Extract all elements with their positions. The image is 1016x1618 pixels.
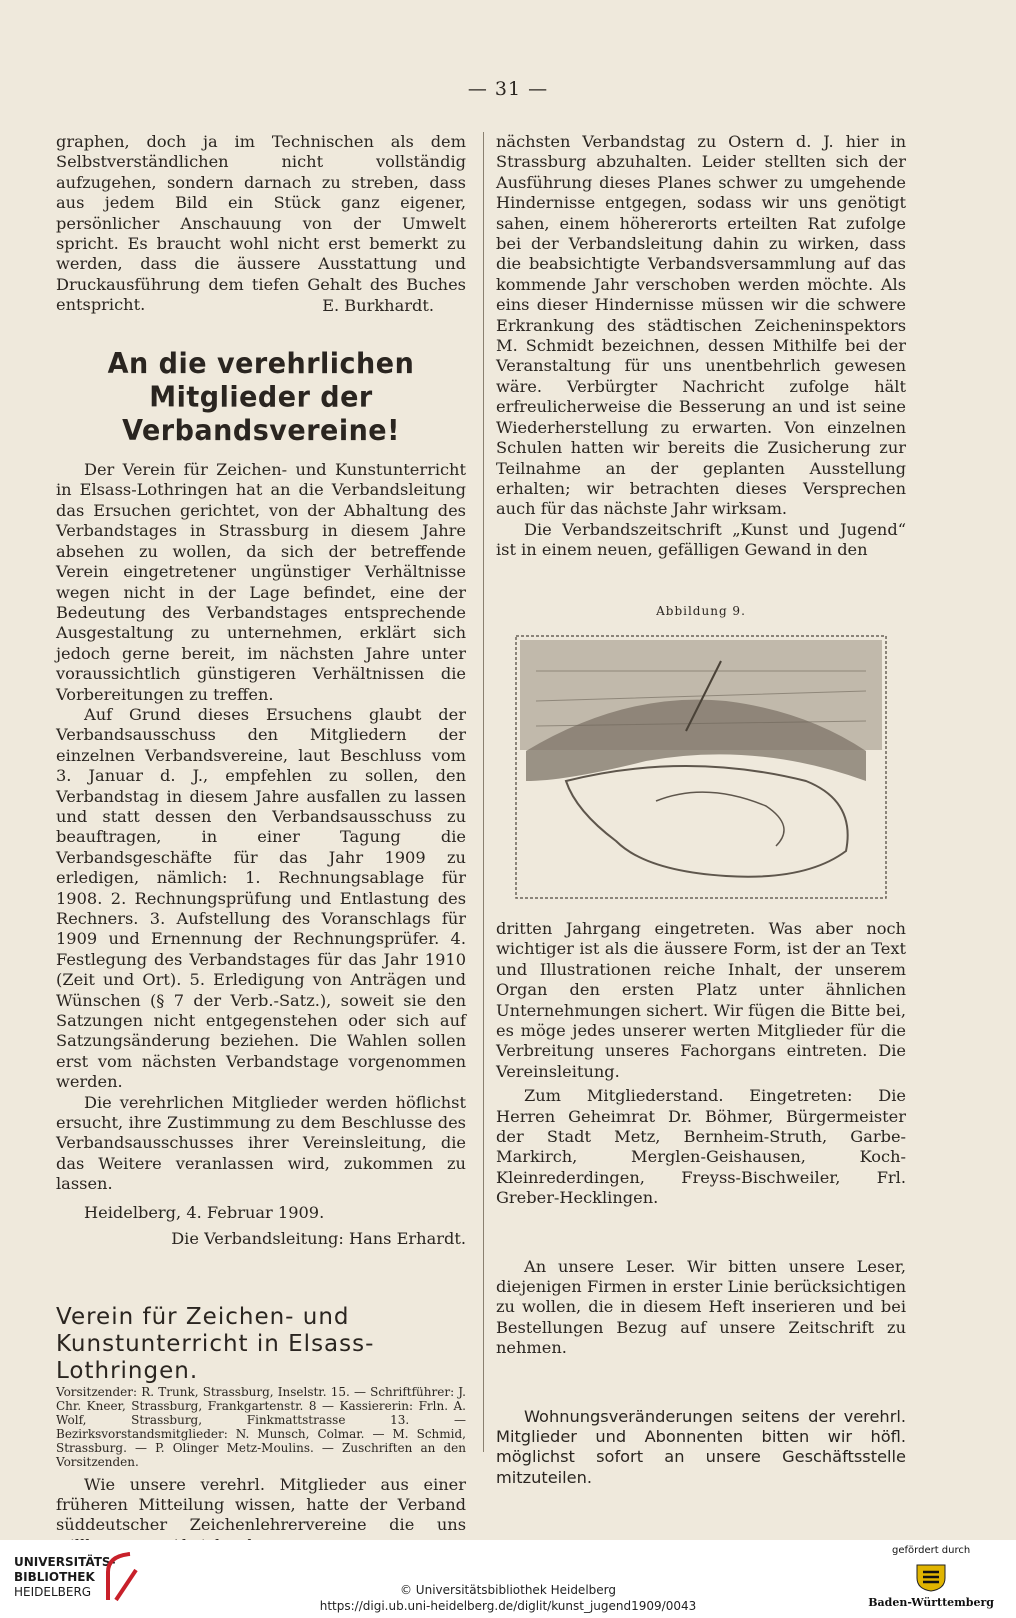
library-line-2: BIBLIOTHEK <box>14 1570 95 1584</box>
left-paragraph-3: Auf Grund dieses Ersuchens glaubt der Verbandsausschuss den Mitgliedern der einzelnen Verbandsvereine, laut Beschluss vom 3. Januar d. J., empfehlen zu sollen, den Verbandstag in diesem Jahre ausfallen zu lassen und statt dessen den Verbandsausschuss zu beauftragen, in einer Tagung die Verbandsgeschäfte für das Jahr 1909 zu erledigen, nämlich: 1. Rechnungsablage für 1908. 2. Rechnungsprüfung und Entlastung des Rechners. 3. Aufstellung des Voranschlags für 1909 und Ernennung der Rechnungsprüfer. 4. Festlegung des Verbandstages für das Jahr 1910 (Zeit und Ort). 5. Erledigung von Anträgen und Wünschen (§ 7 der Verb.-Satz.), soweit sie den Satzungen nicht entgegenstehen oder sich auf Satzungsänderung beziehen. Die Wahlen sollen erst vom nächsten Verbandstage vorgenommen werden. <box>56 704 466 1092</box>
right-paragraph-4: Zum Mitgliederstand. Eingetreten: Die Herren Geheimrat Dr. Böhmer, Bürgermeister der Stadt Metz, Bernheim-Struth, Garbe-Markirch, Merglen-Geishausen, Koch-Kleinrederdingen, Freyss-Bischweiler, Frl. Greber-Hecklingen. <box>496 1086 906 1208</box>
place-date: Heidelberg, 4. Februar 1909. <box>84 1202 325 1222</box>
verein-officers: Vorsitzender: R. Trunk, Strassburg, Inselstr. 15. — Schriftführer: J. Chr. Kneer, Strassburg, Frankgartenstr. 8 — Kassiererin: Frln. A. Wolf, Strassburg, Finkmattstrasse 13. — Bezirksvorstandsmitglieder: N. Munsch, Colmar. — M. Schmid, Strassburg. — P. Olinger Metz-Moulins. — Zuschriften an den Vorsitzenden. <box>56 1384 466 1469</box>
figure-illustration <box>506 631 896 909</box>
article-headline: An die verehrlichen Mitglieder der Verbandsvereine! <box>107 347 415 448</box>
figure-caption: Abbildung 9. <box>656 603 746 618</box>
association-signature: Die Verbandsleitung: Hans Erhardt. <box>171 1229 466 1249</box>
right-paragraph-2: Die Verbandszeitschrift „Kunst und Jugend“ ist in einem neuen, gefälligen Gewand in den <box>496 519 906 560</box>
library-line-1: UNIVERSITÄTS- <box>14 1555 116 1569</box>
left-paragraph-1: graphen, doch ja im Technischen als dem Selbstverständlichen nicht vollständig aufzugehen, sondern darnach zu streben, dass aus jedem Bild ein Stück ganz eigener, persönlicher Anschauung von der Umwelt spricht. Es braucht wohl nicht erst bemerkt zu werden, dass die äussere Ausstattung und Druckausführung dem tiefen Gehalt des Buches entspricht. <box>56 132 466 315</box>
right-paragraph-5: An unsere Leser. Wir bitten unsere Leser, diejenigen Firmen in erster Linie berücksichtigen zu wollen, die in diesem Heft inserieren und bei Bestellungen Bezug auf unsere Zeitschrift zu nehmen. <box>496 1256 906 1358</box>
right-paragraph-6: Wohnungsveränderungen seitens der verehrl. Mitglieder und Abonnenten bitten wir höfl. möglichst sofort an unsere Geschäftsstelle mitzuteilen. <box>496 1406 906 1487</box>
right-paragraph-1: nächsten Verbandstag zu Ostern d. J. hier in Strassburg abzuhalten. Leider stellten sich der Ausführung dieses Planes schwer zu umgehende Hindernisse entgegen, sodass wir uns genötigt sahen, einem höhererorts erteilten Rat zufolge bei der Verbandsleitung dahin zu wirken, dass die beabsichtigte Verbandsversammlung auf das kommende Jahr verschoben werden möchte. Als eins dieser Hindernisse müssen wir die schwere Erkrankung des städtischen Zeicheninspektors M. Schmidt bezeichnen, dessen Mithilfe bei der Veranstaltung für uns unentbehrlich gewesen wäre. Verbürgter Nachricht zufolge hält erfreulicherweise die Besserung an und ist seine Wiederherstellung zu erwarten. Von einzelnen Schulen hatten wir bereits die Zusicherung zur Teilnahme an der geplanten Ausstellung erhalten; wir betrachten dieses Versprechen auch für das nächste Jahr wirksam. <box>496 132 906 519</box>
section-title-verein: Verein für Zeichen- und Kunstunterricht in Elsass-Lothringen. <box>56 1303 375 1384</box>
left-paragraph-2: Der Verein für Zeichen- und Kunstunterricht in Elsass-Lothringen hat an die Verbandsleitung das Ersuchen gerichtet, von der Abhaltung des Verbandstages in Strassburg in diesem Jahre absehen zu wollen, da sich der betreffende Verein eingetretener ungünstiger Verhältnisse wegen nicht in der Lage befindet, eine der Bedeutung des Verbandstages entsprechende Ausgestaltung zu unternehmen, erklärt sich jedoch gerne bereit, im nächsten Jahre unter voraussichtlich günstigeren Verhältnissen die Vorbereitungen zu treffen. <box>56 460 466 704</box>
state-name: Baden-Württemberg <box>868 1596 994 1609</box>
review-signature: E. Burkhardt. <box>322 295 434 315</box>
source-url-link[interactable]: https://digi.ub.uni-heidelberg.de/diglit/kunst_jugend1909/0043 <box>319 1599 697 1613</box>
funded-by-label: gefördert durch <box>892 1545 971 1556</box>
library-line-3: HEIDELBERG <box>14 1585 92 1599</box>
left-column <box>56 132 466 1556</box>
left-paragraph-5: Wie unsere verehrl. Mitglieder aus einer früheren Mitteilung wissen, hatte der Verband süddeutscher Zeichenlehrervereine die uns <box>56 1474 466 1535</box>
right-column <box>496 132 906 1488</box>
figure-drawing <box>506 631 896 909</box>
copyright-text: © Universitätsbibliothek Heidelberg <box>399 1583 616 1597</box>
right-paragraph-3: dritten Jahrgang eingetreten. Was aber noch wichtiger ist als die äussere Form, ist der an Text und Illustrationen reiche Inhalt, der unserem Organ den ersten Platz unter ähnlichen Unternehmungen sichert. Wir fügen die Bitte bei, es möge jedes unserer werten Mitglieder für die Verbreitung unseres Fachorgans eintreten. Die Vereinsleitung. <box>496 918 906 1081</box>
column-divider <box>483 132 484 1452</box>
page-number: — 31 — <box>467 78 549 100</box>
left-paragraph-4: Die verehrlichen Mitglieder werden höflichst ersucht, ihre Zustimmung zu dem Beschlusse des Verbandsausschusses ihrer Vereinsleitung, die das Weitere veranlassen wird, zukommen zu lassen. <box>56 1092 466 1194</box>
